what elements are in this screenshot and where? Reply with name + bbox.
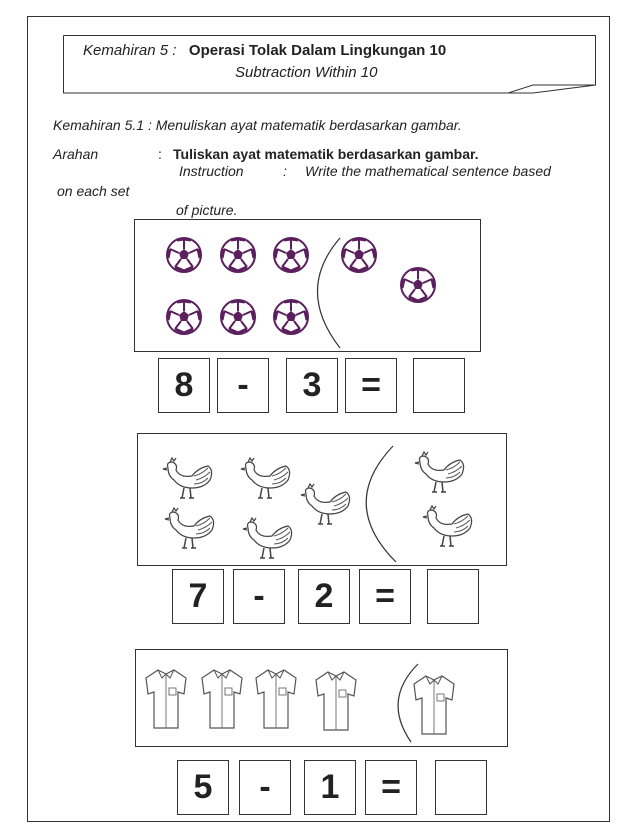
equals-box: = [359,569,411,624]
skill-subtitle: Subtraction Within 10 [235,64,378,81]
shirt-icon [144,666,188,737]
title-box [63,35,596,95]
sub-skill: Kemahiran 5.1 : Menuliskan ayat matematik berdasarkan gambar. [53,117,462,133]
picture-box-shirts [135,649,508,747]
soccer-ball-icon [219,236,257,279]
soccer-ball-icon [219,298,257,341]
direction-colon: : [158,146,162,162]
rooster-icon [160,504,220,557]
operator-box: - [233,569,285,624]
shirt-icon [314,668,358,739]
equals-box: = [365,760,417,815]
shirt-icon [254,666,298,737]
instruction-text-line3: of picture. [176,202,238,218]
subtrahend-box: 3 [286,358,338,413]
instruction-label: Instruction [179,163,244,179]
rooster-icon [296,480,356,533]
answer-box[interactable] [413,358,465,413]
skill-title: Operasi Tolak Dalam Lingkungan 10 [188,42,447,59]
direction-label: Arahan [53,146,99,162]
soccer-ball-icon [272,298,310,341]
rooster-icon [158,454,218,507]
skill-label: Kemahiran 5 : [83,42,177,59]
minuend-box: 7 [172,569,224,624]
direction-text: Tuliskan ayat matematik berdasarkan gambar. [173,146,479,162]
title-line1 [83,42,446,59]
operator-box: - [217,358,269,413]
rooster-icon [238,514,298,567]
instruction-colon: : [283,163,287,179]
answer-box[interactable] [435,760,487,815]
soccer-ball-icon [399,266,437,309]
soccer-ball-icon [340,236,378,279]
rooster-icon [418,502,478,555]
equals-box: = [345,358,397,413]
answer-box[interactable] [427,569,479,624]
instruction-text: Write the mathematical sentence based [305,163,551,179]
soccer-ball-icon [165,236,203,279]
soccer-ball-icon [272,236,310,279]
rooster-icon [410,448,470,501]
picture-box-soccer-balls [134,219,481,352]
operator-box: - [239,760,291,815]
subtrahend-box: 1 [304,760,356,815]
shirt-icon [412,672,456,743]
subtrahend-box: 2 [298,569,350,624]
minuend-box: 8 [158,358,210,413]
picture-box-roosters [137,433,507,566]
soccer-ball-icon [165,298,203,341]
minuend-box: 5 [177,760,229,815]
shirt-icon [200,666,244,737]
rooster-icon [236,454,296,507]
instruction-text-line2: on each set [57,183,130,199]
